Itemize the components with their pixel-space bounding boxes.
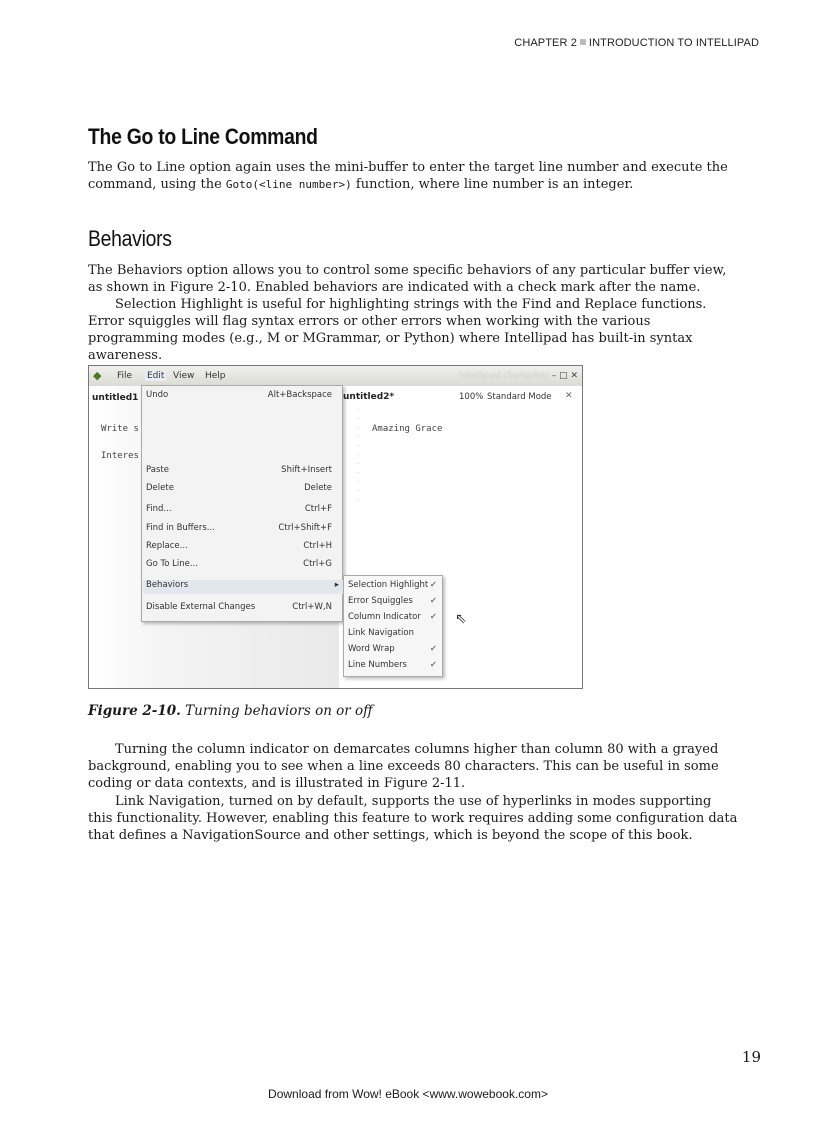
check-icon: ✓ [429, 580, 437, 590]
menu-view[interactable]: View [173, 371, 195, 381]
menu-help[interactable]: Help [205, 371, 226, 381]
right-buffer-text: Amazing Grace [372, 424, 443, 434]
menu-item-paste[interactable]: Paste Shift+Insert [146, 465, 332, 475]
menu-item-disable-external-changes[interactable]: Disable External Changes Ctrl+W,N [146, 602, 332, 612]
figure-caption [88, 703, 373, 719]
menu-item-find[interactable]: Find... Ctrl+F [146, 504, 332, 514]
chapter-label: CHAPTER 2 [514, 37, 577, 49]
behaviors-submenu [343, 575, 443, 677]
heading-behaviors: Behaviors [88, 226, 172, 251]
running-header [514, 37, 759, 49]
behavior-error-squiggles[interactable]: Error Squiggles ✓ [348, 596, 437, 606]
menu-item-behaviors[interactable]: Behaviors ▸ [143, 580, 343, 594]
right-tab[interactable]: untitled2* [343, 392, 395, 402]
edit-menu [141, 385, 343, 622]
behavior-selection-highlight[interactable]: Selection Highlight ✓ [348, 580, 437, 590]
menu-item-delete[interactable]: Delete Delete [146, 483, 332, 493]
window-titlebar [89, 366, 582, 386]
chapter-title: INTRODUCTION TO INTELLIPAD [588, 37, 759, 49]
menu-item-find-in-buffers[interactable]: Find in Buffers... Ctrl+Shift+F [146, 523, 332, 533]
window-buttons[interactable]: – □ ✕ [551, 371, 578, 381]
goto-code: Goto(<line number>) [225, 178, 352, 191]
check-icon: ✓ [429, 596, 437, 606]
menu-item-undo[interactable]: Undo Alt+Backspace [146, 390, 332, 400]
behavior-link-navigation[interactable]: Link Navigation [348, 628, 414, 638]
mode-selector[interactable]: Standard Mode [487, 392, 552, 402]
mouse-pointer-icon: ⇖ [455, 611, 467, 627]
figure-caption-text: Turning behaviors on or off [185, 703, 373, 719]
after-paragraph-1: Turning the column indicator on demarcates columns higher than column 80 with a grayed background, enabling you to see when a line exceeds 80 characters. This can be useful in some coding or data contexts, and is illustrated in Figure 2-11. [88, 742, 719, 791]
behavior-column-indicator[interactable]: Column Indicator ✓ [348, 612, 437, 622]
window-title: Intellipad (Samples) [459, 371, 550, 381]
behavior-line-numbers[interactable]: Line Numbers ✓ [348, 660, 437, 670]
app-logo-icon: ◆ [93, 369, 102, 382]
goto-text-b: function, where line number is an integer. [351, 177, 634, 192]
menu-edit[interactable]: Edit [147, 371, 165, 381]
menu-file[interactable]: File [117, 371, 133, 381]
line-gutter: · · · · · · · · · · · [357, 406, 360, 504]
page-number: 19 [741, 1048, 761, 1066]
behaviors-paragraph-2: Selection Highlight is useful for highlighting strings with the Find and Replace functions. Error squiggles will flag syntax errors or other errors when working with the various programming modes (e.g., M or MGrammar, or Python) where Intellipad has built-in syntax awareness. [88, 297, 707, 363]
header-separator [580, 39, 586, 45]
after-paragraph-2: Link Navigation, turned on by default, supports the use of hyperlinks in modes supporting this functionality. However, enabling this feature to work requires adding some configuration data that defines a NavigationSource and other settings, which is beyond the scope of this book. [88, 794, 738, 843]
check-icon: ✓ [429, 660, 437, 670]
left-code-line-1: Write s [101, 424, 139, 434]
behavior-word-wrap[interactable]: Word Wrap ✓ [348, 644, 437, 654]
download-footer: Download from Wow! eBook <www.wowebook.com> [268, 1087, 548, 1101]
check-icon: ✓ [429, 644, 437, 654]
zoom-level: 100% [459, 392, 484, 402]
behaviors-paragraph-1: The Behaviors option allows you to control some specific behaviors of any particular buffer view, as shown in Figure 2-10. Enabled behaviors are indicated with a check mark after the name. [88, 263, 727, 295]
heading-goto: The Go to Line Command [88, 124, 318, 149]
goto-paragraph [88, 159, 738, 193]
menu-item-replace[interactable]: Replace... Ctrl+H [146, 541, 332, 551]
menu-item-go-to-line[interactable]: Go To Line... Ctrl+G [146, 559, 332, 569]
left-code-line-2: Interes [101, 451, 139, 461]
check-icon: ✓ [429, 612, 437, 622]
figure-label: Figure 2-10. [88, 703, 181, 719]
figure-screenshot [88, 365, 583, 689]
close-buffer-icon[interactable]: ✕ [565, 391, 573, 401]
goto-text-a: The Go to Line option again uses the mini-buffer to enter the target line number and execute the command, using the [88, 160, 728, 192]
left-tab[interactable]: untitled1 [92, 393, 139, 403]
